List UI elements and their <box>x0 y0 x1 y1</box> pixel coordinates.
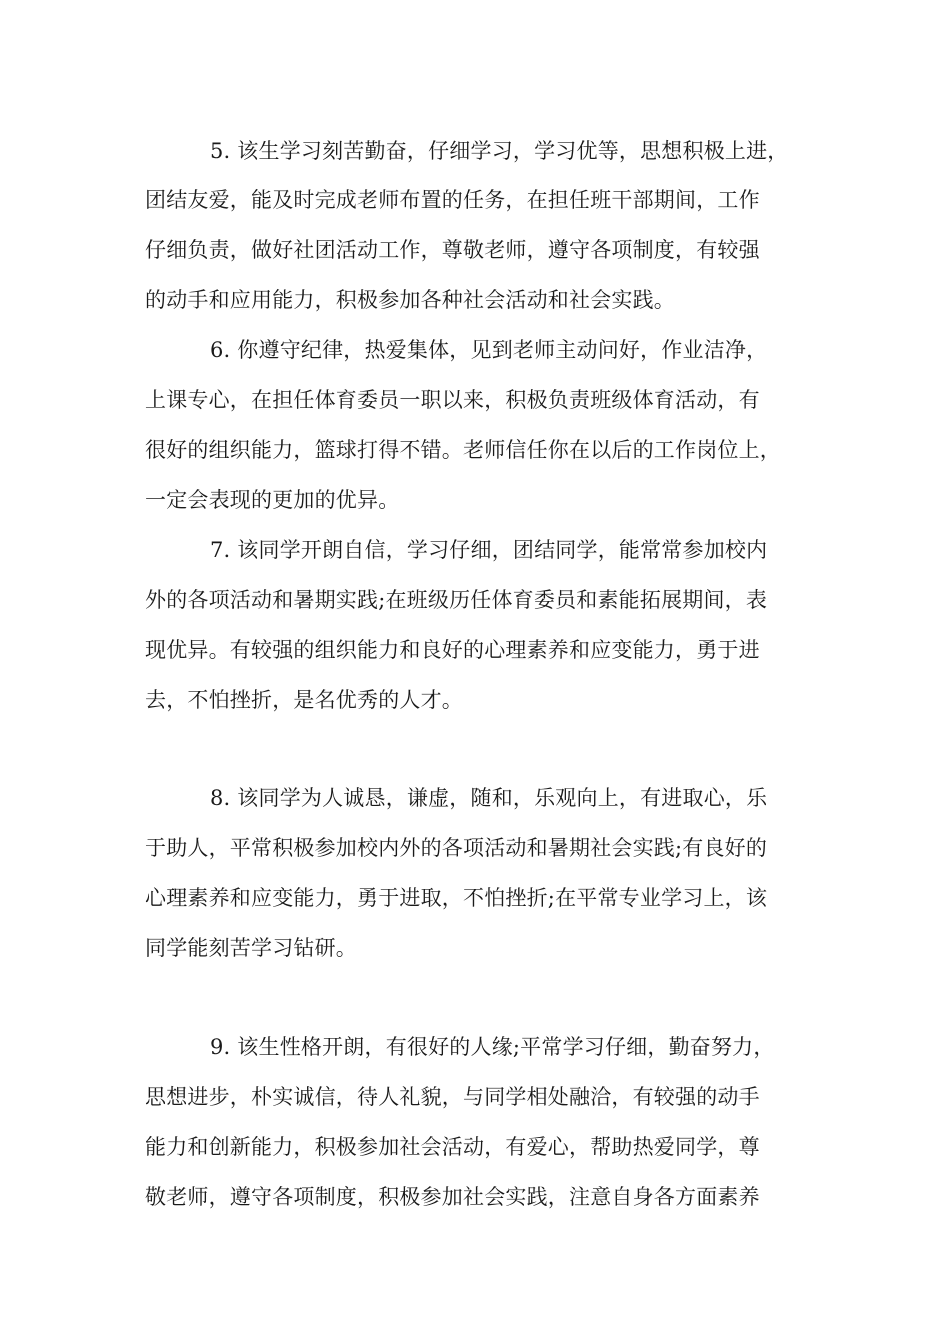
paragraph-5-line-1: 5. 该生学习刻苦勤奋，仔细学习，学习优等，思想积极上进， <box>210 139 789 163</box>
paragraph-6-line-4: 一定会表现的更加的优异。 <box>145 488 400 512</box>
paragraph-5-line-4: 的动手和应用能力，积极参加各种社会活动和社会实践。 <box>145 288 675 312</box>
paragraph-8-line-1: 8. 该同学为人诚恳，谦虚，随和，乐观向上，有进取心，乐 <box>210 786 768 810</box>
paragraph-7-line-2: 外的各项活动和暑期实践;在班级历任体育委员和素能拓展期间，表 <box>145 588 768 612</box>
paragraph-6-line-1: 6. 你遵守纪律，热爱集体，见到老师主动问好，作业洁净， <box>210 338 768 362</box>
paragraph-7-line-3: 现优异。有较强的组织能力和良好的心理素养和应变能力，勇于进 <box>145 638 760 662</box>
paragraph-7-line-4: 去，不怕挫折，是名优秀的人才。 <box>145 688 463 712</box>
paragraph-9-line-3: 能力和创新能力，积极参加社会活动，有爱心，帮助热爱同学，尊 <box>145 1135 760 1159</box>
paragraph-8-line-4: 同学能刻苦学习钻研。 <box>145 936 357 960</box>
paragraph-7-line-1: 7. 该同学开朗自信，学习仔细，团结同学，能常常参加校内 <box>210 538 768 562</box>
paragraph-5-line-2: 团结友爱，能及时完成老师布置的任务，在担任班干部期间，工作 <box>145 188 760 212</box>
paragraph-8-line-3: 心理素养和应变能力，勇于进取，不怕挫折;在平常专业学习上，该 <box>145 886 768 910</box>
paragraph-5-line-3: 仔细负责，做好社团活动工作，尊敬老师，遵守各项制度，有较强 <box>145 238 760 262</box>
paragraph-6-line-2: 上课专心，在担任体育委员一职以来，积极负责班级体育活动，有 <box>145 388 760 412</box>
paragraph-9-line-2: 思想进步，朴实诚信，待人礼貌，与同学相处融洽，有较强的动手 <box>145 1085 760 1109</box>
paragraph-6-line-3: 很好的组织能力，篮球打得不错。老师信任你在以后的工作岗位上， <box>145 438 781 462</box>
paragraph-9-line-1: 9. 该生性格开朗，有很好的人缘;平常学习仔细，勤奋努力， <box>210 1035 775 1059</box>
paragraph-8-line-2: 于助人，平常积极参加校内外的各项活动和暑期社会实践;有良好的 <box>145 836 768 860</box>
paragraph-9-line-4: 敬老师，遵守各项制度，积极参加社会实践，注意自身各方面素养 <box>145 1185 760 1209</box>
